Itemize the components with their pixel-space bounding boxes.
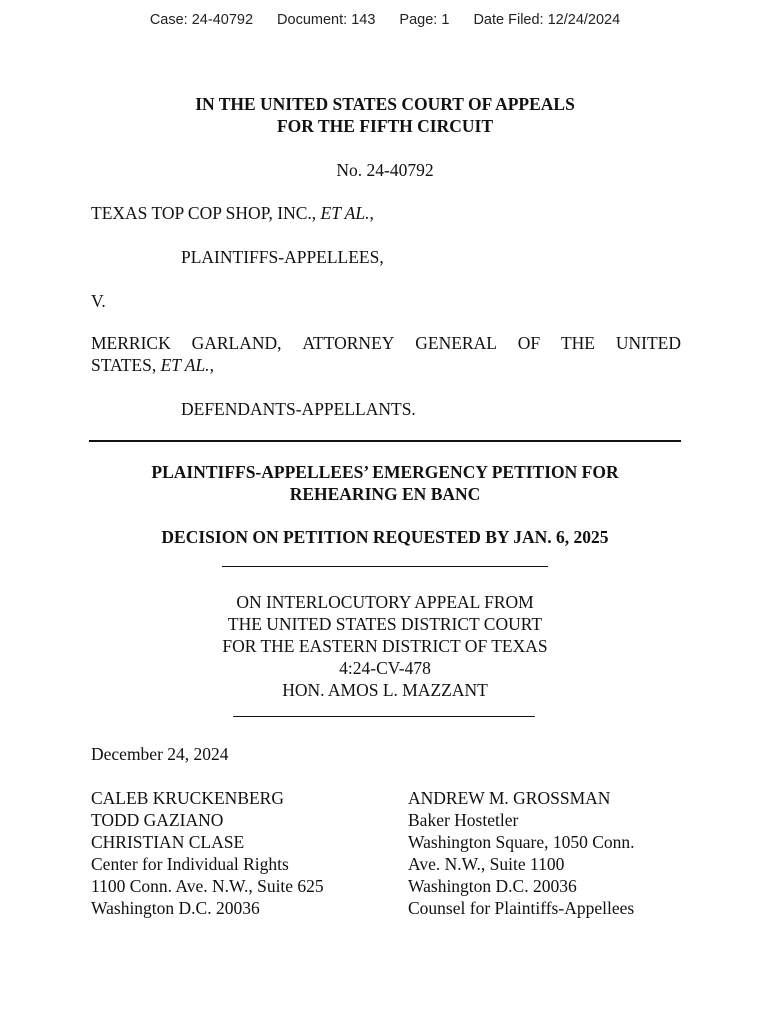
defendant-line-1 [91,332,681,354]
plaintiff-et-al: ET AL. [320,203,370,223]
defendant-word: GENERAL [415,333,497,353]
appeal-line-1: ON INTERLOCUTORY APPEAL FROM [236,592,534,612]
petition-title-line-2: REHEARING EN BANC [289,484,481,504]
header-page: Page: 1 [399,12,450,28]
plaintiff-comma: , [369,203,374,223]
defendant-word: ATTORNEY [302,333,395,353]
header-case: Case: 24-40792 [149,12,254,28]
divider-lower [233,716,535,717]
appeal-line-2: THE UNITED STATES DISTRICT COURT [227,614,543,634]
defendant-role: DEFENDANTS-APPELLANTS. [181,399,416,419]
decision-request: DECISION ON PETITION REQUESTED BY JAN. 6, 2025 [161,527,609,547]
counsel-left-line: TODD GAZIANO [91,810,224,830]
defendant-comma: , [209,355,214,375]
defendant-line-2 [91,354,681,376]
versus: V. [91,291,106,311]
defendant-word: THE [560,333,595,353]
counsel-right-line: Counsel for Plaintiffs-Appellees [408,898,635,918]
plaintiff-name [91,202,374,224]
counsel-left-line: Center for Individual Rights [91,854,289,874]
defendant-et-al: ET AL. [160,355,210,375]
counsel-left-line: CHRISTIAN CLASE [91,832,245,852]
counsel-right-line: Washington D.C. 20036 [408,876,577,896]
defendant-name [91,332,681,376]
counsel-left-line: CALEB KRUCKENBERG [91,788,284,808]
filing-date: December 24, 2024 [91,744,229,764]
appeal-block [0,591,770,701]
defendant-word: OF [517,333,541,353]
divider-upper [222,566,548,567]
counsel-left-line: Washington D.C. 20036 [91,898,260,918]
counsel-left [91,787,324,919]
defendant-word: MERRICK [91,333,171,353]
appeal-line-5: HON. AMOS L. MAZZANT [282,680,488,700]
defendant-word: GARLAND, [191,333,282,353]
appeal-line-4: 4:24-CV-478 [339,658,431,678]
petition-title-line-1: PLAINTIFFS-APPELLEES’ EMERGENCY PETITION FOR [151,462,619,482]
defendant-line-2-text: STATES, [91,355,161,375]
defendant-word: UNITED [615,333,681,353]
plaintiff-name-text: TEXAS TOP COP SHOP, INC., [91,203,321,223]
counsel-right [408,787,635,919]
court-caption [0,93,770,137]
petition-title [0,461,770,505]
plaintiff-role: PLAINTIFFS-APPELLEES, [181,247,384,267]
counsel-right-line: Ave. N.W., Suite 1100 [408,854,565,874]
counsel-right-line: ANDREW M. GROSSMAN [408,788,611,808]
filing-header [0,12,770,28]
header-date-filed: Date Filed: 12/24/2024 [473,12,621,28]
court-line-1: IN THE UNITED STATES COURT OF APPEALS [195,94,575,114]
counsel-left-line: 1100 Conn. Ave. N.W., Suite 625 [91,876,324,896]
caption-divider [89,440,681,442]
counsel-right-line: Baker Hostetler [408,810,519,830]
appeal-line-3: FOR THE EASTERN DISTRICT OF TEXAS [222,636,548,656]
counsel-right-line: Washington Square, 1050 Conn. [408,832,635,852]
case-number: No. 24-40792 [336,160,434,180]
header-document: Document: 143 [277,12,376,28]
court-line-2: FOR THE FIFTH CIRCUIT [276,116,494,136]
